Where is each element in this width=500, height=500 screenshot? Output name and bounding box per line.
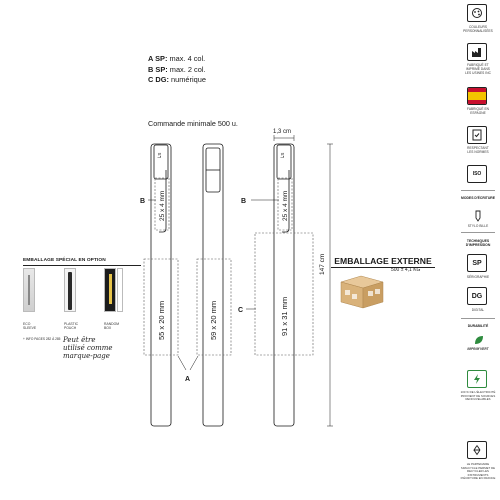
random-box-image: [104, 268, 116, 312]
strip-divider-3: [461, 318, 495, 319]
spain-flag-icon: [467, 87, 487, 105]
standards-icon: [467, 126, 487, 144]
pen-3-logo: ᏓS: [280, 152, 285, 158]
screen-print-label: SÉRIGRAPHIE: [466, 275, 490, 279]
strip-divider-1: [461, 190, 495, 191]
barrel-area-label-2: 59 x 20 mm: [209, 300, 218, 340]
barrel-area-label-3: 91 x 31 mm: [280, 296, 289, 336]
pen-3: [274, 144, 294, 426]
sp-badge: SP: [467, 254, 487, 272]
renewable-energy-label: 100 % DE L'ÉLECTRICITÉ PROVIENT DE SOURCES RENOUVELABLES: [460, 390, 496, 401]
eco-sleeve-image: [23, 268, 35, 312]
durability-heading: DURABILITÉ: [467, 324, 489, 328]
recycle-icon: [467, 441, 487, 459]
recycling-partner-label: LE PARTENAIRE SIMACYCLE PERMET DE RECYCLER LES INSTRUMENTS D'ÉCRITURE EN FRANCE: [460, 462, 496, 480]
features-strip: [459, 0, 500, 500]
external-packaging-title: EMBALLAGE EXTERNE: [334, 256, 432, 266]
dg-badge: DG: [467, 287, 487, 305]
spec-b: B SP: max. 2 col.: [148, 64, 206, 74]
option-panel-note: + INFO PAGES 282 À 285: [23, 337, 61, 341]
option-label-plastic-pouch: PLASTIC POUCH: [64, 322, 79, 331]
ballpoint-pen-icon: [473, 210, 483, 222]
minimum-order: Commande minimale 500 u.: [148, 119, 238, 128]
marker-b-left: B: [140, 198, 146, 205]
option-label-random-box: RANDOM BOX: [104, 322, 120, 331]
strip-divider-2: [461, 232, 495, 233]
made-in-factories-label: FABRIQUÉ ET IMPRIMÉ DANS LES USINES INC: [465, 63, 491, 75]
printing-techniques-heading: TECHNIQUES D'IMPRESSION: [465, 239, 491, 248]
barrel-area-label-1: 55 x 20 mm: [157, 300, 166, 340]
ballpoint-label: STYLO BILLE: [467, 224, 489, 228]
clip-area-label-3: 25 x 4 mm: [282, 190, 289, 221]
clip-area-label-1: 25 x 4 mm: [159, 190, 166, 221]
renewable-energy-icon: [467, 370, 487, 388]
random-box-pen-image: [117, 268, 123, 312]
external-packaging-quantity: 500 ± 4,1 KG: [391, 267, 421, 273]
imprim-vert-label: IMPRIM'VERT: [467, 347, 489, 351]
option-panel-title: EMBALLAGE SPÉCIAL EN OPTION: [23, 258, 106, 263]
pen-1: [151, 144, 171, 426]
spec-a: A SP: max. 4 col.: [148, 54, 206, 63]
leaf-icon: [473, 334, 485, 346]
pen-height-label: 147 cm: [319, 253, 326, 275]
palette-icon: [467, 4, 487, 22]
custom-colors-label: COULEURS PERSONNALISÉES: [463, 25, 493, 33]
pen-width-label: 1,3 cm: [273, 129, 292, 135]
pen-2: [203, 144, 223, 426]
shipping-box-image: [337, 272, 387, 310]
writing-modes-heading: MODES D'ÉCRITURE: [461, 196, 495, 200]
marker-c: C: [238, 307, 244, 314]
pen-1-logo: ᏓS: [157, 152, 162, 158]
plastic-pouch-image: [64, 268, 76, 312]
iso-icon: ISO: [467, 165, 487, 183]
made-in-spain-label: FABRIQUÉ EN ESPAGNE: [467, 107, 489, 115]
option-panel-rule: [23, 265, 141, 266]
option-label-eco-sleeve: ECO SLEEVE: [23, 322, 37, 331]
spec-c: C DG: numérique: [148, 75, 206, 84]
bookmark-note: Peut être utilisé comme marque-page: [63, 336, 113, 360]
digital-label: DIGITAL: [471, 308, 485, 312]
standards-label: RESPECTANT LES NORMES: [467, 146, 489, 154]
marker-b-right: B: [241, 198, 247, 205]
marker-a: A: [185, 376, 191, 383]
factory-icon: [467, 43, 487, 61]
